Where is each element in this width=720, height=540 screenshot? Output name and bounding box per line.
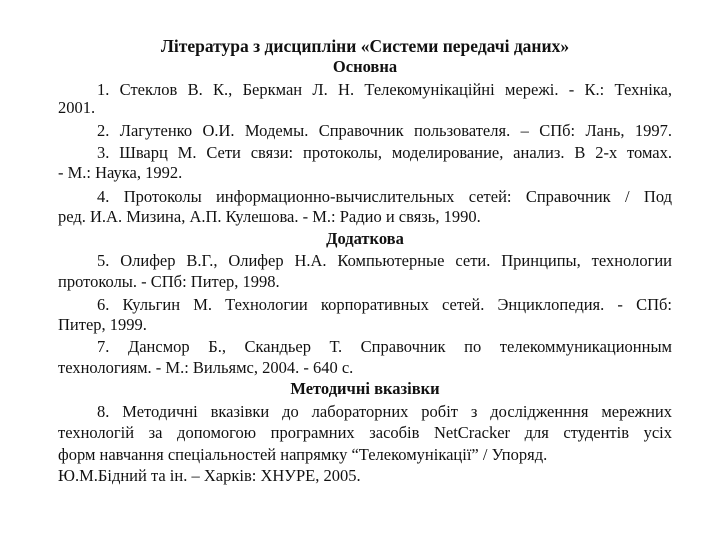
reference-item-6: 6. Кульгин М. Технологии корпоративных сетей. Энциклопедия. - СПб:	[97, 295, 672, 314]
reference-item-8-cont-1: технологій за допомогою програмних засобів NetCracker для студентів усіх	[58, 423, 672, 442]
page-title: Література з дисципліни «Системи передачі даних»	[160, 36, 570, 56]
reference-item-4-cont: ред. И.А. Мизина, А.П. Кулешова. - М.: Радио и связь, 1990.	[58, 207, 481, 226]
reference-item-3: 3. Шварц М. Сети связи: протоколы, моделирование, анализ. В 2-х томах.	[97, 143, 672, 162]
reference-item-7-cont: технологиям. - М.: Вильямс, 2004. - 640 с.	[58, 358, 354, 377]
reference-item-5: 5. Олифер В.Г., Олифер Н.А. Компьютерные сети. Принципы, технологии	[97, 251, 672, 270]
reference-item-5-cont: протоколы. - СПб: Питер, 1998.	[58, 272, 280, 291]
reference-item-7: 7. Дансмор Б., Скандьер Т. Справочник по телекоммуникационным	[97, 337, 672, 356]
reference-item-1: 1. Стеклов В. К., Беркман Л. Н. Телекомунікаційні мережі. - К.: Техніка,	[97, 80, 672, 99]
reference-item-2: 2. Лагутенко О.И. Модемы. Справочник пользователя. – СПб: Лань, 1997.	[97, 121, 672, 140]
reference-item-3-cont: - М.: Наука, 1992.	[58, 163, 183, 182]
reference-item-6-cont: Питер, 1999.	[58, 315, 147, 334]
section-heading-additional: Додаткова	[326, 229, 404, 248]
section-heading-main: Основна	[332, 57, 398, 76]
reference-item-1-cont: 2001.	[58, 98, 96, 117]
section-heading-guidelines: Методичні вказівки	[290, 379, 440, 398]
reference-item-8: 8. Методичні вказівки до лабораторних робіт з дослідженння мережних	[97, 402, 672, 421]
reference-item-8-cont-3: Ю.М.Бідний та ін. – Харків: ХНУРЕ, 2005.	[58, 466, 361, 485]
reference-item-4: 4. Протоколы информационно-вычислительных сетей: Справочник / Под	[97, 187, 672, 206]
reference-item-8-cont-2: форм навчання спеціальностей напрямку “Телекомунікації” / Упоряд.	[58, 445, 548, 464]
